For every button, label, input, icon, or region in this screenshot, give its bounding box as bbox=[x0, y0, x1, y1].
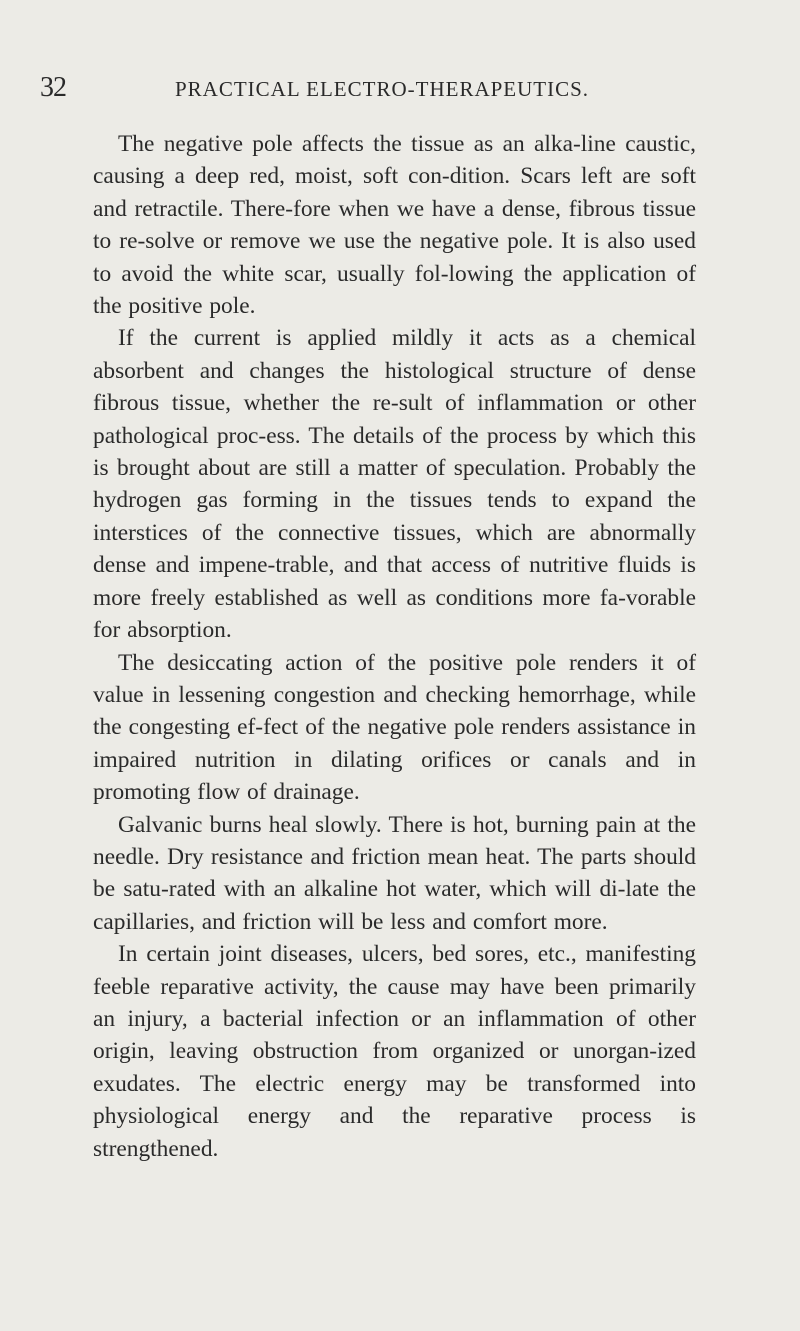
paragraph-galvanic-burns: Galvanic burns heal slowly. There is hot, burning pain at the needle. Dry resistance and friction mean heat. The parts should be satu-rated with an alkaline hot water, which will di-late the capillaries, and friction will be less and comfort more. bbox=[93, 811, 696, 935]
running-title: PRACTICAL ELECTRO-THERAPEUTICS. bbox=[175, 77, 590, 101]
page-number: 32 bbox=[40, 72, 66, 103]
paragraph-mild-current: If the current is applied mildly it acts as a chemical absorbent and changes the histological structure of dense fibrous tissue, whether the re-sult of inflammation or other pathological proc-ess. The details of the process by which this is brought about are still a matter of speculation. Probably the hydrogen gas forming in the tissues tends to expand the interstices of the connective tissues, which are abnormally dense and impene-trable, and that access of nutritive fluids is more freely established as well as conditions more fa-vorable for absorption. bbox=[93, 325, 696, 644]
paragraph-negative-pole: The negative pole affects the tissue as an alka-line caustic, causing a deep red, moist, soft con-dition. Scars left are soft and retractile. There-fore when we have a dense, fibrous tissue to re-solve or remove we use the negative pole. It is also used to avoid the white scar, usually fol-lowing the application of the positive pole. bbox=[93, 131, 696, 320]
paragraph-desiccating-action: The desiccating action of the positive pole renders it of value in lessening congestion and checking hemorrhage, while the congesting ef-fect of the negative pole renders assistance in impaired nutrition in dilating orifices or canals and in promoting flow of drainage. bbox=[93, 649, 696, 806]
paragraph-joint-diseases: In certain joint diseases, ulcers, bed sores, etc., manifesting feeble reparative activity, the cause may have been primarily an injury, a bacterial infection or an inflammation of other origin, leaving obstruction from organized or unorgan-ized exudates. The electric energy may be transformed into physiological energy and the reparative process is strengthened. bbox=[93, 941, 696, 1162]
body-text bbox=[93, 128, 696, 1165]
running-head bbox=[40, 70, 740, 106]
